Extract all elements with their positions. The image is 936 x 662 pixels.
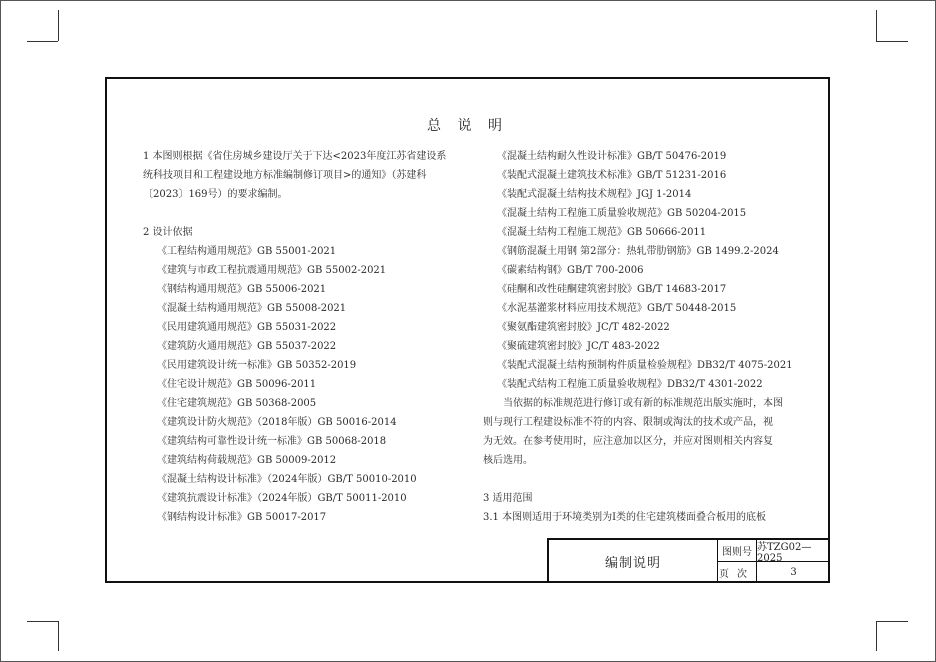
- standard-item: 《建筑结构荷载规范》GB 50009-2012: [157, 455, 337, 466]
- crop-mark: [27, 41, 58, 42]
- page-title: 总 说 明: [427, 118, 508, 134]
- standard-item: 《民用建筑通用规范》GB 55031-2022: [157, 322, 337, 333]
- intro-line: 统科技项目和工程建设地方标准编制修订项目>的通知》（苏建科: [143, 170, 427, 181]
- crop-mark: [876, 41, 908, 42]
- note-line: 核后选用。: [483, 455, 533, 466]
- standard-item: 《混凝土结构耐久性设计标准》GB/T 50476-2019: [497, 151, 727, 162]
- right-column: [483, 147, 801, 527]
- standard-item: 《装配式混凝土结构技术规程》JGJ 1-2014: [497, 189, 692, 200]
- scope-text: 3.1 本图则适用于环境类别为Ⅰ类的住宅建筑楼面叠合板用的底板: [483, 512, 767, 523]
- standard-item: 《住宅设计规范》GB 50096-2011: [157, 379, 317, 390]
- note-line: 则与现行工程建设标准不符的内容、限制或淘汰的技术或产品，视: [483, 417, 773, 428]
- crop-mark: [876, 10, 877, 41]
- standard-item: 《混凝土结构工程施工规范》GB 50666-2011: [497, 227, 707, 238]
- standard-item: 《钢结构通用规范》GB 55006-2021: [157, 284, 327, 295]
- standard-item: 《建筑与市政工程抗震通用规范》GB 55002-2021: [157, 265, 387, 276]
- page-number: 3: [790, 567, 797, 578]
- standard-item: 《建筑设计防火规范》（2018年版）GB 50016-2014: [157, 417, 397, 428]
- crop-mark: [876, 621, 877, 651]
- standard-item: 《装配式混凝土建筑技术标准》GB/T 51231-2016: [497, 170, 727, 181]
- drawing-number-label: 图则号: [718, 540, 757, 562]
- standard-item: 《钢结构设计标准》GB 50017-2017: [157, 512, 327, 523]
- standard-item: 《住宅建筑规范》GB 50368-2005: [157, 398, 317, 409]
- section-heading: 3 适用范围: [483, 493, 533, 504]
- crop-mark: [58, 10, 59, 41]
- crop-mark: [58, 621, 59, 651]
- title-block-name: 编制说明: [549, 540, 718, 583]
- intro-line: 1 本图则根据《省住房城乡建设厅关于下达<2023年度江苏省建设系: [143, 151, 447, 162]
- standard-item: 《装配式结构工程施工质量验收规程》DB32/T 4301-2022: [497, 379, 763, 390]
- intro-line: 〔2023〕169号）的要求编制。: [143, 189, 288, 200]
- standard-item: 《聚硫建筑密封胶》JC/T 483-2022: [497, 341, 660, 352]
- standard-item: 《碳素结构钢》GB/T 700-2006: [497, 265, 644, 276]
- left-column: [143, 147, 461, 527]
- standard-item: 《建筑结构可靠性设计统一标准》GB 50068-2018: [157, 436, 387, 447]
- section-heading: 2 设计依据: [143, 227, 193, 238]
- standard-item: 《民用建筑设计统一标准》GB 50352-2019: [157, 360, 357, 371]
- crop-mark: [27, 621, 58, 622]
- standard-item: 《建筑抗震设计标准》（2024年版）GB/T 50011-2010: [157, 493, 407, 504]
- standard-item: 《混凝土结构通用规范》GB 55008-2021: [157, 303, 347, 314]
- crop-mark: [876, 621, 908, 622]
- standard-item: 《聚氨酯建筑密封胶》JC/T 482-2022: [497, 322, 670, 333]
- standard-item: 《钢筋混凝土用钢 第2部分：热轧带肋钢筋》GB 1499.2-2024: [497, 246, 779, 257]
- standard-item: 《装配式混凝土结构预制构件质量检验规程》DB32/T 4075-2021: [497, 360, 793, 371]
- standard-item: 《混凝土结构工程施工质量验收规范》GB 50204-2015: [497, 208, 747, 219]
- standard-item: 《混凝土结构设计标准》（2024年版）GB/T 50010-2010: [157, 474, 417, 485]
- standard-item: 《硅酮和改性硅酮建筑密封胶》GB/T 14683-2017: [497, 284, 727, 295]
- standard-item: 《建筑防火通用规范》GB 55037-2022: [157, 341, 337, 352]
- standard-item: 《工程结构通用规范》GB 55001-2021: [157, 246, 337, 257]
- page-label: 页次: [718, 562, 757, 583]
- drawing-sheet: [105, 77, 830, 583]
- standard-item: 《水泥基灌浆材料应用技术规范》GB/T 50448-2015: [497, 303, 737, 314]
- note-line: 当依据的标准规范进行修订或有新的标准规范出版实施时，本图: [503, 398, 783, 409]
- note-line: 为无效。在参考使用时，应注意加以区分，并应对图则相关内容复: [483, 436, 773, 447]
- title-block: [547, 538, 830, 583]
- drawing-number: 苏TZG02—2025: [757, 540, 830, 562]
